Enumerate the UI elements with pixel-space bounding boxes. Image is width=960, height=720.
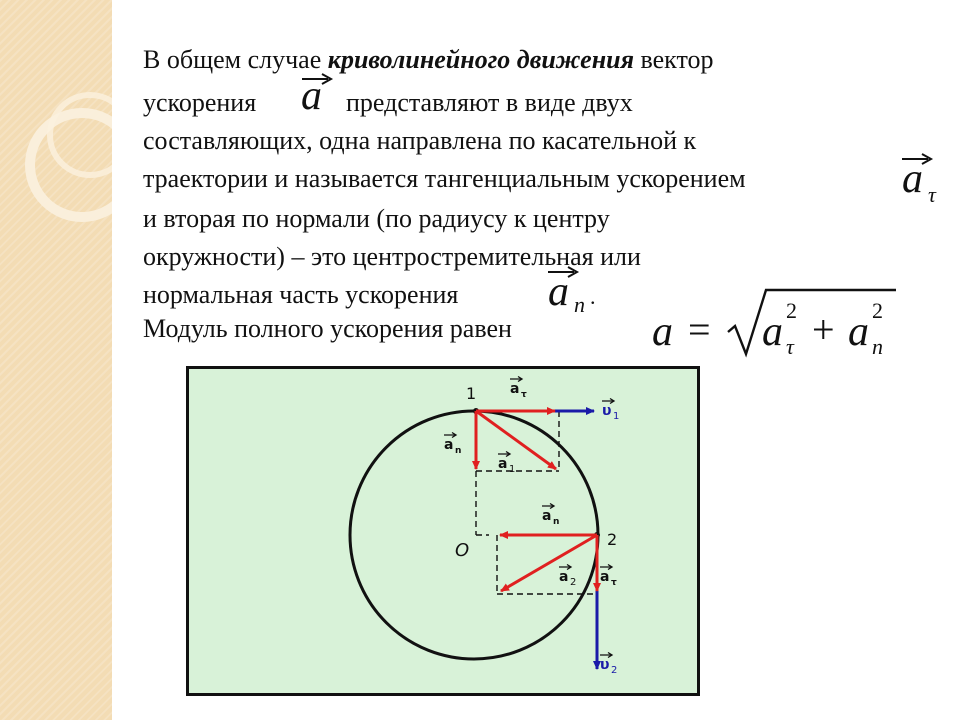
decorative-rings — [0, 0, 112, 720]
a1-sub: 1 — [509, 464, 516, 475]
v1-sub: 1 — [613, 411, 620, 422]
text-fragment: представляют в виде двух — [346, 88, 633, 117]
emphasized-term: криволинейного движения — [327, 45, 635, 74]
formula-term2-sub: n — [872, 334, 883, 359]
center-label: O — [455, 540, 470, 561]
construction-lines — [476, 411, 597, 594]
a-n-1-sub: n — [455, 446, 462, 456]
formula-term1-sub: τ — [786, 334, 794, 359]
formula-term2: a — [848, 309, 869, 355]
text-fragment: В общем случае — [143, 45, 328, 74]
symbol-a: a — [548, 269, 569, 315]
v2-label: υ — [600, 657, 610, 673]
point-1-label: 1 — [466, 384, 477, 403]
formula-term1: a — [762, 309, 783, 355]
paragraph-line-7: нормальная часть ускорения — [143, 280, 459, 309]
paragraph-line-1 — [143, 45, 714, 75]
circular-motion-diagram — [186, 366, 700, 696]
a-n-1-label: a — [444, 437, 454, 453]
a-tau-1-label: a — [510, 381, 520, 397]
paragraph-line-6: окружности) – это центростремительная или — [143, 242, 641, 271]
a-tau-2-sub: τ — [611, 578, 617, 588]
paragraph-line-2-end — [346, 88, 633, 118]
paragraph-line-5: и вторая по нормали (по радиусу к центру — [143, 204, 610, 233]
paragraph-line-3: составляющих, одна направлена по касательной к — [143, 126, 697, 155]
point-2-label: 2 — [607, 530, 618, 549]
formula-plus: + — [812, 307, 835, 352]
a-tau-1-sub: τ — [521, 390, 527, 400]
subscript-n: n — [574, 292, 585, 317]
formula-term2-sup: 2 — [872, 298, 883, 323]
paragraph-line-2-start — [143, 88, 256, 118]
formula-equals: = — [688, 307, 711, 352]
formula-term1-sup: 2 — [786, 298, 797, 323]
text-fragment: вектор — [634, 45, 714, 74]
formula-lhs: a — [652, 309, 673, 355]
a-tau-2-label: a — [600, 569, 610, 585]
paragraph-line-8: Модуль полного ускорения равен — [143, 314, 512, 343]
a-n-2-label: a — [542, 508, 552, 524]
diagram-canvas — [189, 369, 697, 693]
a1-label: a — [498, 456, 508, 472]
a-n-2-sub: n — [553, 517, 560, 527]
a2-sub: 2 — [570, 577, 577, 588]
v2-sub: 2 — [611, 665, 618, 676]
period: . — [590, 284, 596, 309]
text-fragment: ускорения — [143, 88, 257, 117]
label-vector-marks — [444, 377, 614, 658]
total-acceleration-2-arrow — [501, 535, 597, 591]
symbol-a: a — [301, 73, 322, 119]
v1-label: υ — [602, 403, 612, 419]
subscript-tau: τ — [928, 182, 936, 207]
a2-label: a — [559, 569, 569, 585]
symbol-a: a — [902, 156, 923, 202]
paragraph-line-4: траектории и называется тангенциальным ускорением — [143, 164, 746, 193]
